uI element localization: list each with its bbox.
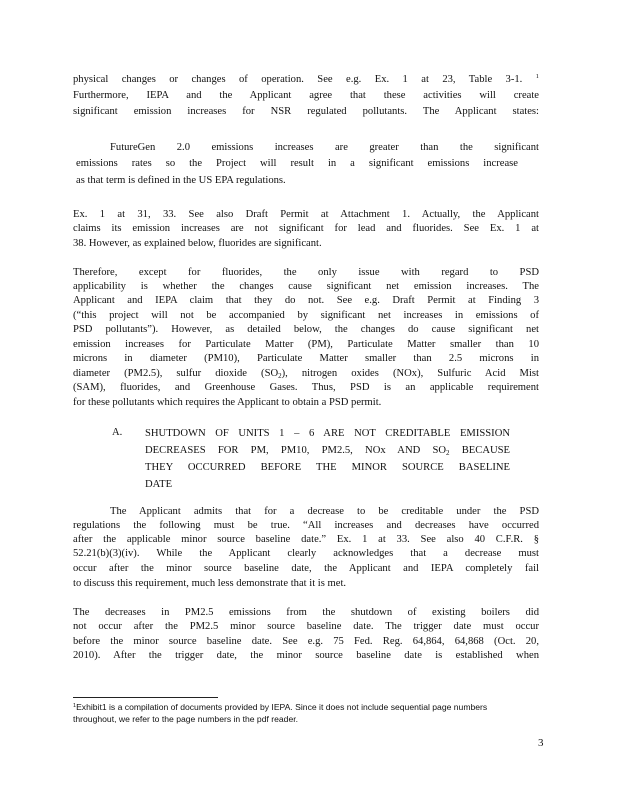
text-line: regulations the following must be true. “All increases and decreases have occurred — [73, 520, 539, 531]
text-line: significant emission increases for NSR regulated pollutants. The Applicant states: — [73, 106, 539, 117]
text-line: The Applicant admits that for a decrease to be creditable under the PSD — [110, 506, 539, 517]
quote-line: as that term is defined in the US EPA regulations. — [76, 175, 286, 186]
text-line: 2010). After the trigger date, the minor source baseline date is established when — [73, 650, 539, 661]
text-line: for these pollutants which requires the Applicant to obtain a PSD permit. — [73, 397, 382, 408]
section-marker: A. — [112, 427, 123, 438]
section-heading-line: SHUTDOWN OF UNITS 1 – 6 ARE NOT CREDITABLE EMISSION — [145, 428, 510, 439]
footnote-reference[interactable]: 1 — [535, 73, 540, 80]
text-line: (SAM), fluorides, and Greenhouse Gases. Thus, PSD is an applicable requirement — [73, 382, 539, 393]
section-heading-line: DECREASES FOR PM, PM10, PM2.5, NOx AND $SO_2$ BECAUSE — [145, 445, 511, 457]
footnote-marker: 1 — [73, 703, 77, 709]
text-line: claims its emission increases are not significant for lead and fluorides. See Ex. 1 at — [73, 223, 539, 234]
text-line: Applicant and IEPA claim that they do not. See e.g. Draft Permit at Finding 3 — [73, 295, 539, 306]
text-line: occur after the minor source baseline date, the Applicant and IEPA completely fail — [73, 563, 539, 574]
section-heading-line: DATE — [145, 479, 173, 490]
text-line: before the minor source baseline date. See e.g. 75 Fed. Reg. 64,864, 64,868 (Oct. 20, — [73, 636, 539, 647]
section-heading-line: THEY OCCURRED BEFORE THE MINOR SOURCE BASELINE — [145, 462, 510, 473]
text-line: applicability is whether the changes cause significant net emission increases. The — [73, 281, 539, 292]
footnote-text: $^1$Exhibit1 is a compilation of documents provided by IEPA. Since it does not include sequential page numbers — [73, 702, 488, 712]
text-line: Therefore, except for fluorides, the only issue with regard to PSD — [73, 267, 539, 278]
text-line: physical changes or changes of operation. See e.g. Ex. 1 at 23, Table 3-1. $^1$ — [73, 73, 540, 85]
text-line: 52.21(b)(3)(iv). While the Applicant clearly acknowledges that a decrease must — [73, 548, 539, 559]
text-line: diameter (PM2.5), sulfur dioxide $(SO_2)$, nitrogen oxides (NOx), Sulfuric Acid Mist — [73, 368, 539, 380]
page-number: 3 — [538, 737, 544, 749]
text-line: 38. However, as explained below, fluorides are significant. — [73, 238, 322, 249]
text-line: after the applicable minor source baseline date.” Ex. 1 at 33. See also 40 C.F.R. § — [73, 534, 539, 545]
text-line: PSD pollutants”). However, as detailed below, the changes do cause significant net — [73, 324, 539, 335]
text-line: Ex. 1 at 31, 33. See also Draft Permit at Attachment 1. Actually, the Applicant — [73, 209, 539, 220]
text-line: not occur after the PM2.5 minor source baseline date. The trigger date must occur — [73, 621, 539, 632]
text-line: Furthermore, IEPA and the Applicant agree that these activities will create — [73, 90, 539, 101]
text-line: (“this project will not be accompanied by significant net increases in emissions of — [73, 310, 539, 321]
quote-line: emissions rates so the Project will result in a significant emissions increase — [76, 158, 518, 169]
text-line: The decreases in PM2.5 emissions from the shutdown of existing boilers did — [73, 607, 539, 618]
footnote-divider — [73, 697, 218, 698]
text-line: microns in diameter (PM10), Particulate Matter smaller than 2.5 microns in — [73, 353, 539, 364]
footnote-text: throughout, we refer to the page numbers in the pdf reader. — [73, 714, 299, 724]
text-line: emission increases for Particulate Matter (PM), Particulate Matter smaller than 10 — [73, 339, 539, 350]
text-line: to discuss this requirement, much less demonstrate that it is met. — [73, 578, 347, 589]
quote-line: FutureGen 2.0 emissions increases are greater than the significant — [110, 142, 539, 153]
